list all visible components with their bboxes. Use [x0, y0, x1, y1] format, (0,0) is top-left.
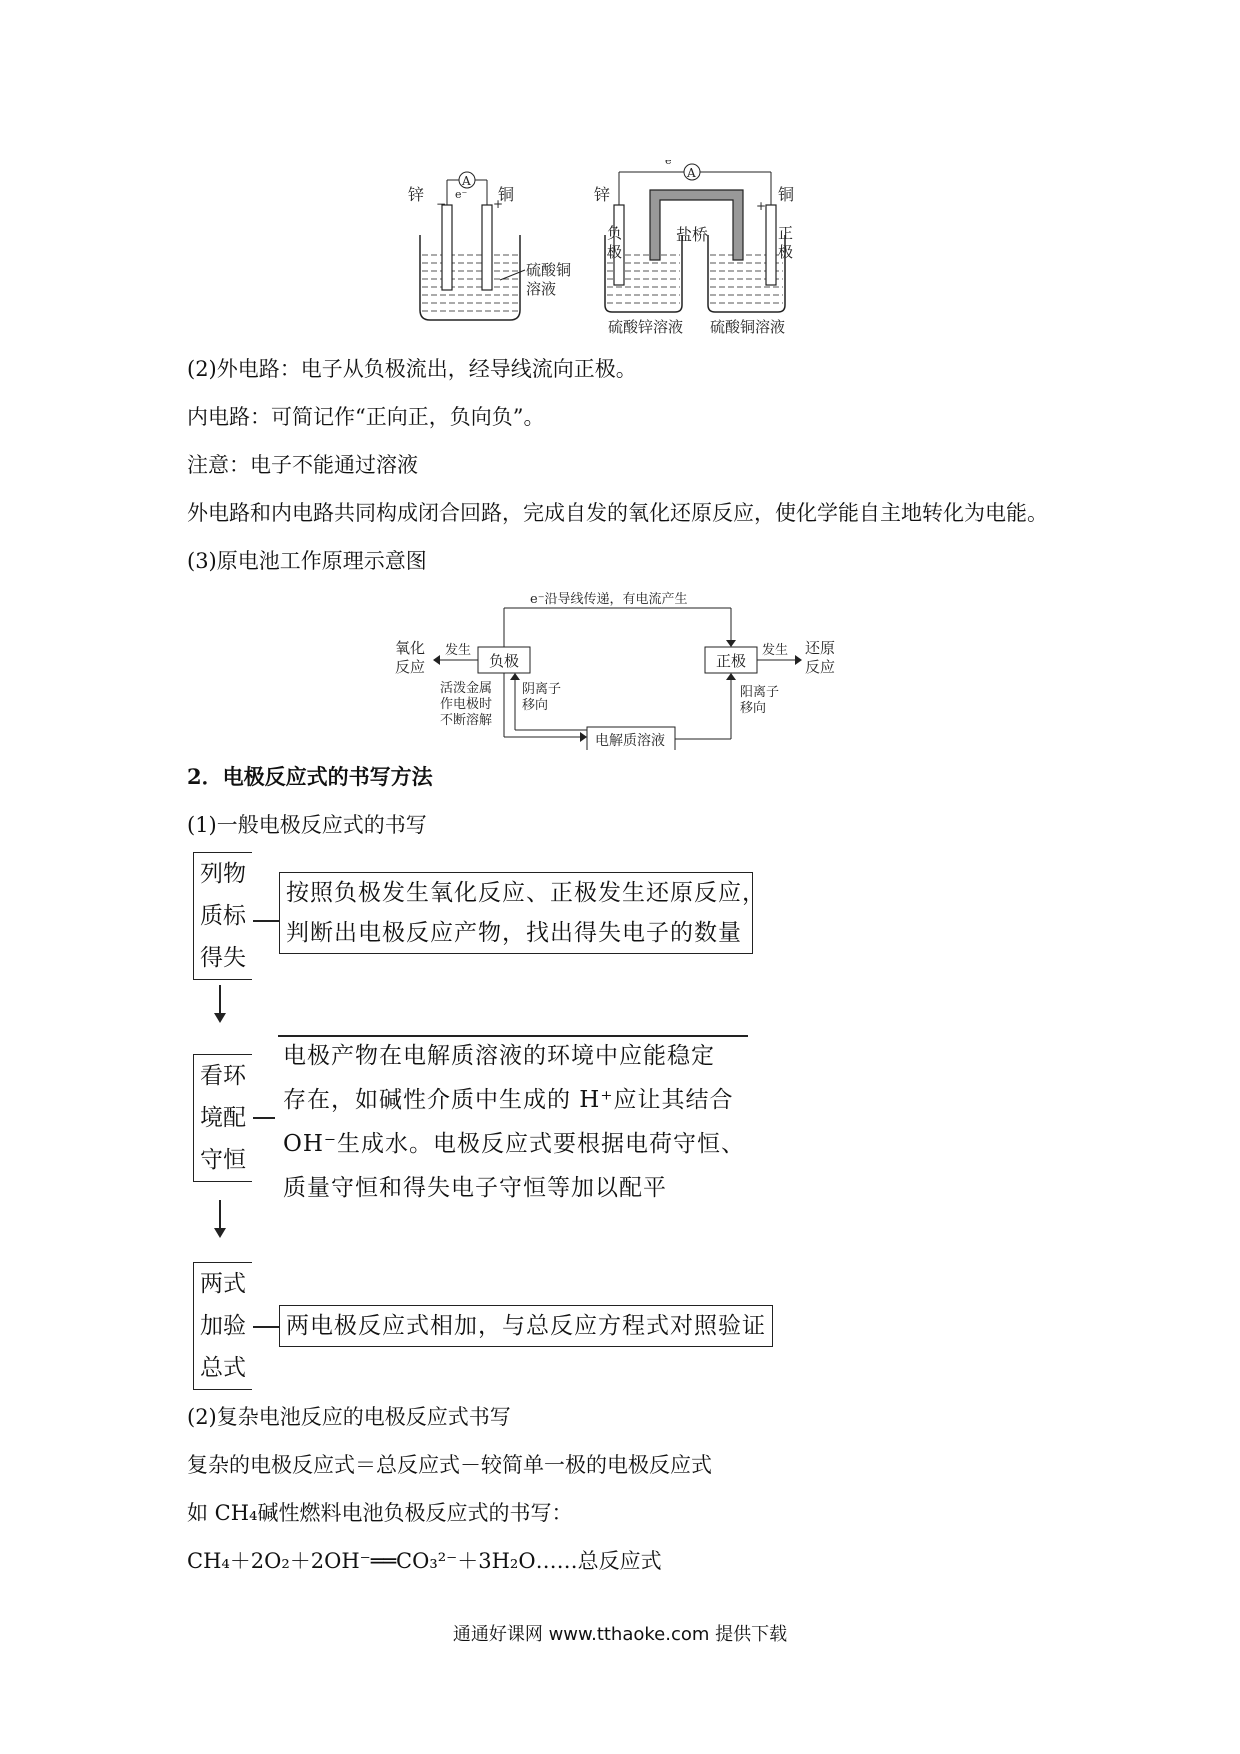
subsection-general: (1)一般电极反应式的书写	[187, 813, 427, 837]
equation-total-reaction: CH₄＋2O₂＋2OH⁻══CO₃²⁻＋3H₂O……总反应式	[187, 1549, 662, 1573]
negative-label-1: 负	[607, 224, 623, 242]
step-3-label-line-1: 两式	[200, 1271, 246, 1297]
negative-electrode-label: 负极	[489, 652, 520, 670]
step-3-description	[279, 1305, 773, 1347]
plus-sign-2: +	[756, 199, 767, 213]
page-footer: 通通好课网 www.tthaoke.com 提供下载	[452, 1624, 788, 1645]
step-arrow-2	[219, 1200, 221, 1230]
anion-label-1: 阴离子	[522, 682, 562, 697]
step-3-line-1: 两电极反应式相加，与总反应方程式对照验证	[286, 1313, 766, 1339]
cation-label-1: 阳离子	[740, 685, 780, 700]
salt-bridge-label: 盐桥	[676, 225, 709, 244]
principle-svg	[390, 590, 850, 750]
right-occurs-label: 发生	[762, 643, 789, 658]
galvanic-cell-svg	[400, 160, 840, 340]
positive-label-2: 极	[778, 243, 794, 261]
ammeter-label: A	[462, 174, 471, 188]
step-2-label	[193, 1054, 252, 1182]
electrolyte-label: 电解质溶液	[595, 733, 665, 749]
simple-cell	[408, 172, 571, 320]
metal-note-2: 作电极时	[440, 697, 493, 712]
step-1-description	[279, 872, 766, 954]
copper-label: 铜	[498, 185, 515, 204]
zinc-label: 锌	[408, 185, 425, 204]
paragraph-diagram-caption: (3)原电池工作原理示意图	[187, 549, 427, 573]
copper-sulfate-label: 硫酸铜溶液	[710, 318, 786, 336]
galvanic-cell-figure	[400, 160, 840, 340]
copper-electrode-2	[766, 205, 776, 285]
step-2-line-3: OH⁻生成水。电极反应式要根据电荷守恒、	[283, 1131, 746, 1157]
step-2-connector	[253, 1117, 275, 1119]
plus-sign: +	[493, 197, 504, 211]
step-1-connector	[253, 920, 279, 922]
step-3-label-line-2: 加验	[200, 1313, 246, 1339]
ammeter-label-2: A	[687, 166, 696, 180]
oxidation-label-1: 氧化	[395, 639, 426, 657]
salt-bridge-cell	[594, 160, 794, 336]
metal-note-3: 不断溶解	[440, 713, 493, 728]
reduction-label-1: 还原	[805, 639, 836, 657]
cation-label-2: 移向	[740, 701, 767, 716]
step-2-description	[283, 1034, 745, 1210]
zinc-label-2: 锌	[594, 185, 611, 204]
copper-electrode	[482, 205, 492, 290]
subsection-complex: (2)复杂电池反应的电极反应式书写	[187, 1405, 511, 1429]
step-1-label-line-1: 列物	[200, 861, 246, 887]
paragraph-ch4-example: 如 CH₄碱性燃料电池负极反应式的书写：	[187, 1501, 573, 1525]
anion-label-2: 移向	[522, 698, 549, 713]
electron-flow-label: e⁻沿导线传递，有电流产生	[530, 592, 688, 607]
paragraph-internal-circuit: 内电路：可简记作“正向正，负向负”。	[187, 405, 545, 429]
paragraph-complex-formula: 复杂的电极反应式＝总反应式－较简单一极的电极反应式	[187, 1453, 712, 1477]
electron-label: e⁻	[455, 188, 468, 201]
paragraph-note: 注意：电子不能通过溶液	[187, 453, 418, 477]
paragraph-closed-loop: 外电路和内电路共同构成闭合回路，完成自发的氧化还原反应，使化学能自主地转化为电能。	[187, 501, 1048, 525]
step-2-line-2: 存在，如碱性介质中生成的 H⁺应让其结合	[283, 1087, 734, 1113]
solution-label-1: 硫酸铜	[526, 261, 572, 279]
step-2-label-line-2: 境配	[200, 1105, 246, 1131]
step-1-label-line-3: 得失	[200, 945, 246, 971]
left-occurs-label: 发生	[445, 643, 472, 658]
zinc-electrode	[442, 205, 452, 290]
solution-label-2: 溶液	[526, 280, 557, 298]
reduction-label-2: 反应	[805, 658, 836, 676]
step-1-line-1: 按照负极发生氧化反应、正极发生还原反应，	[286, 880, 766, 906]
metal-note-1: 活泼金属	[440, 681, 493, 696]
step-arrow-1	[219, 985, 221, 1015]
minus-sign: −	[436, 197, 447, 211]
step-1-label	[193, 852, 252, 980]
step-3-connector	[253, 1326, 279, 1328]
step-1-line-2: 判断出电极反应产物，找出得失电子的数量	[286, 920, 742, 946]
step-3-label-line-3: 总式	[200, 1355, 246, 1381]
zinc-sulfate-label: 硫酸锌溶液	[608, 318, 684, 336]
working-principle-diagram	[390, 590, 850, 750]
step-2-label-line-3: 守恒	[200, 1147, 246, 1173]
step-2-line-4: 质量守恒和得失电子守恒等加以配平	[283, 1175, 667, 1201]
positive-electrode-label: 正极	[716, 652, 747, 670]
oxidation-label-2: 反应	[395, 658, 426, 676]
step-3-label	[193, 1262, 252, 1390]
section-heading: 2．电极反应式的书写方法	[187, 764, 433, 789]
electron-label-2: e⁻	[665, 160, 678, 167]
copper-label-2: 铜	[778, 185, 795, 204]
negative-label-2: 极	[607, 243, 623, 261]
step-1-label-line-2: 质标	[200, 903, 246, 929]
step-2-line-1: 电极产物在电解质溶液的环境中应能稳定	[283, 1043, 715, 1069]
positive-label-1: 正	[778, 224, 794, 242]
paragraph-external-circuit: (2)外电路：电子从负极流出，经导线流向正极。	[187, 357, 637, 381]
step-2-label-line-1: 看环	[200, 1063, 246, 1089]
